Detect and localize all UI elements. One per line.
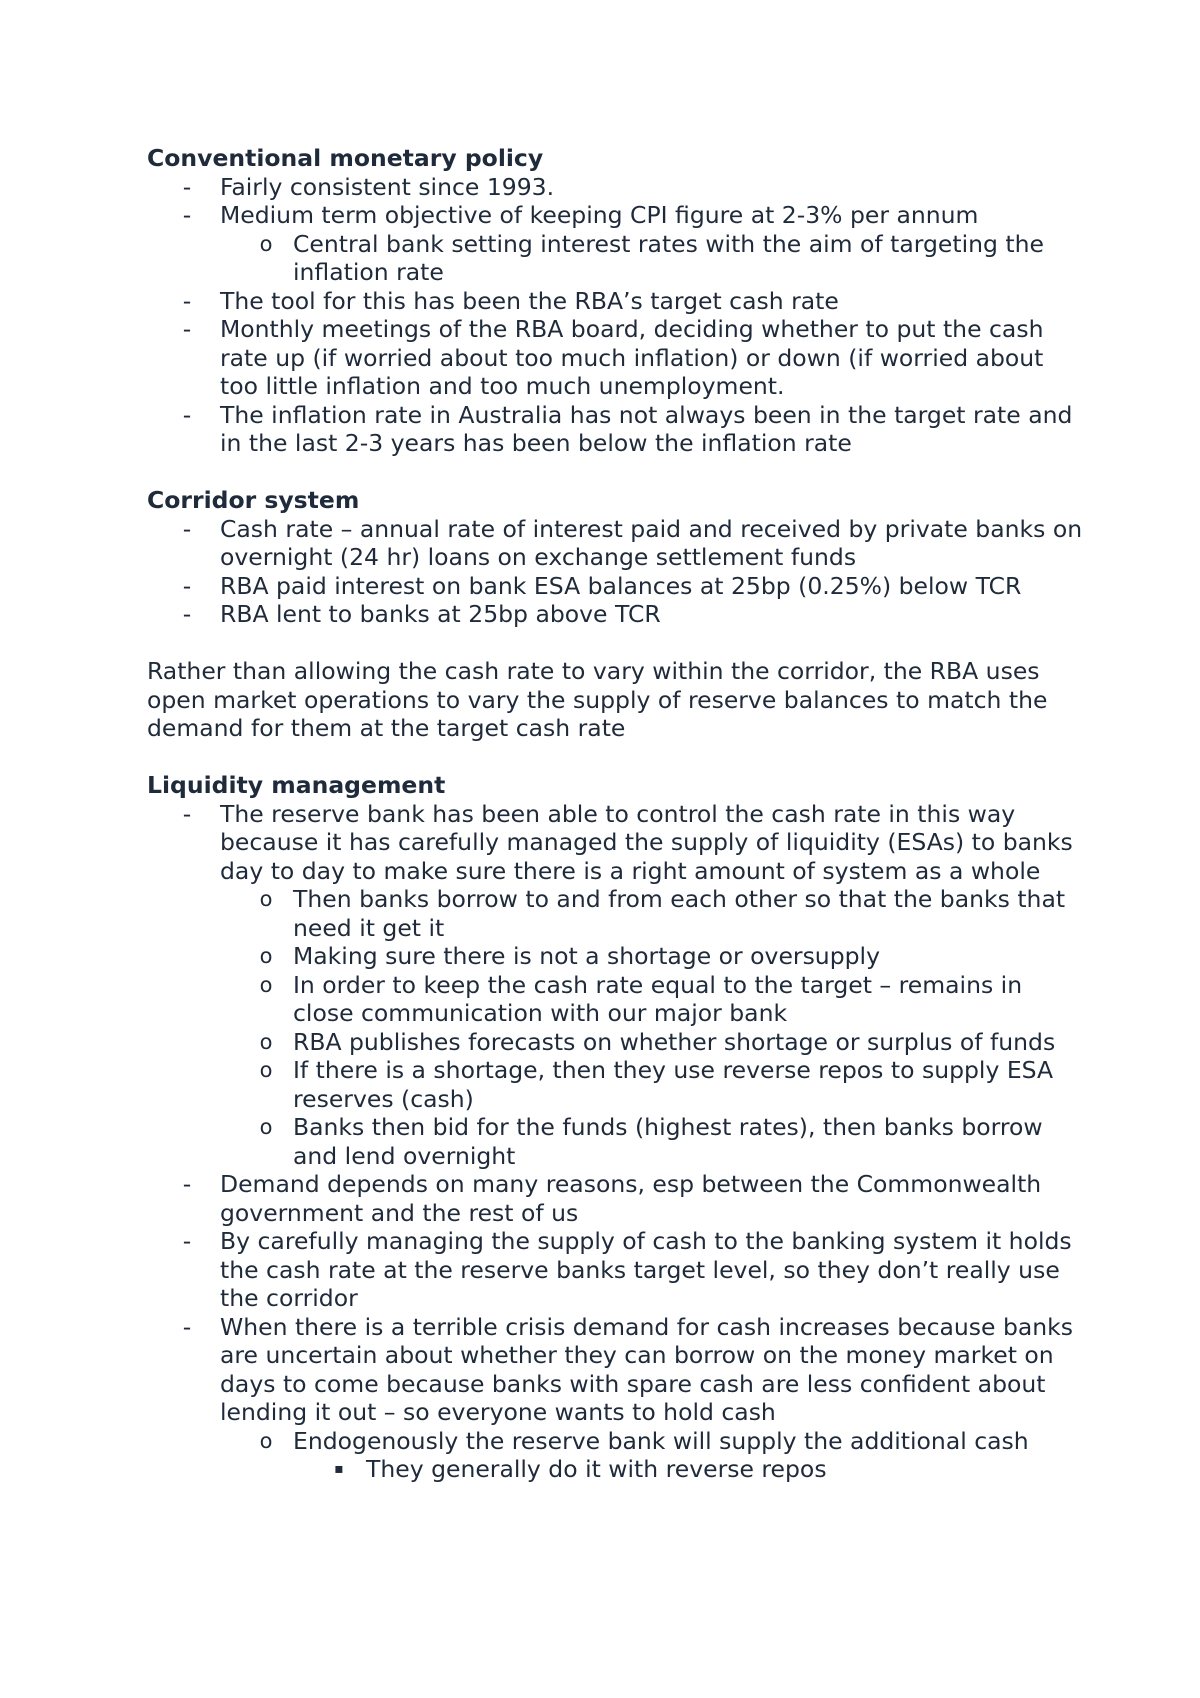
- dash-bullet: -: [182, 600, 192, 628]
- dash-bullet: -: [182, 201, 192, 229]
- heading-liquidity-management: Liquidity management: [147, 771, 446, 799]
- blank-line: [147, 629, 1087, 658]
- list-item-text: The reserve bank has been able to control the cash rate in this way because it has carefully managed the supply of liquidity (ESAs) to banks day to day to make sure there is a right amount of system as a whole: [220, 799, 1073, 885]
- sub-list: [220, 1427, 1087, 1484]
- list-item-text: Fairly consistent since 1993.: [220, 172, 555, 201]
- circle-bullet: o: [259, 1058, 273, 1082]
- sub-list-item-text: Central bank setting interest rates with the aim of targeting the inflation rate: [293, 229, 1044, 286]
- list-item: [147, 1170, 1087, 1227]
- document-body: [147, 144, 1087, 1484]
- blank-line: [147, 458, 1087, 487]
- sub-list-item: [220, 885, 1087, 942]
- circle-bullet: o: [259, 1428, 273, 1453]
- square-bullet: ▪: [334, 1461, 344, 1477]
- dash-bullet: -: [182, 1170, 192, 1198]
- circle-bullet: o: [259, 1029, 273, 1054]
- list-item: [147, 1313, 1087, 1484]
- sub-list-item-text: Banks then bid for the funds (highest rates), then banks borrow and lend overnight: [293, 1113, 1043, 1170]
- dash-bullet: -: [182, 286, 192, 315]
- sub-list-item: [220, 1113, 1087, 1170]
- list-item: [147, 800, 1087, 1171]
- list-item: [147, 315, 1087, 401]
- sub-list-item-text: Endogenously the reserve bank will supply the additional cash: [293, 1426, 1029, 1455]
- dash-bullet: -: [182, 400, 192, 429]
- sub-list-item: [220, 942, 1087, 971]
- dash-bullet: -: [182, 514, 192, 543]
- list-item-text: Demand depends on many reasons, esp between the Commonwealth government and the rest of us: [220, 1170, 1042, 1227]
- corridor-list: [147, 515, 1087, 629]
- sub-list-item-text: RBA publishes forecasts on whether shortage or surplus of funds: [293, 1027, 1056, 1056]
- heading-corridor-system: Corridor system: [147, 486, 360, 514]
- sub-list-item: [220, 1028, 1087, 1057]
- circle-bullet: o: [259, 887, 273, 911]
- liquidity-list: [147, 800, 1087, 1484]
- list-item: [147, 600, 1087, 629]
- sub-list-item-text: In order to keep the cash rate equal to the target – remains in close communication with our major bank: [293, 970, 1023, 1027]
- dash-bullet: -: [182, 172, 192, 201]
- list-item-text: RBA lent to banks at 25bp above TCR: [220, 600, 661, 628]
- dash-bullet: -: [182, 315, 192, 343]
- dash-bullet: -: [182, 1312, 192, 1341]
- circle-bullet: o: [259, 944, 273, 968]
- list-item-text: Cash rate – annual rate of interest paid and received by private banks on overnight (24 hr) loans on exchange settlement funds: [220, 514, 1083, 571]
- conventional-list: [147, 173, 1087, 458]
- heading-conventional-monetary-policy: Conventional monetary policy: [147, 144, 544, 172]
- sub-list-item: [220, 1056, 1087, 1113]
- circle-bullet: o: [259, 1115, 273, 1139]
- sub-list-item-text: If there is a shortage, then they use reverse repos to supply ESA reserves (cash): [293, 1056, 1054, 1113]
- sub-sub-list-item: [293, 1455, 1087, 1484]
- list-item: [147, 515, 1087, 572]
- sub-list-item: [220, 971, 1087, 1028]
- circle-bullet: o: [259, 231, 273, 256]
- list-item-text: The tool for this has been the RBA’s target cash rate: [220, 286, 839, 315]
- sub-list-item-text: Making sure there is not a shortage or oversupply: [293, 942, 880, 970]
- list-item: [147, 201, 1087, 287]
- sub-list: [220, 230, 1087, 287]
- corridor-paragraph: Rather than allowing the cash rate to vary within the corridor, the RBA uses open market operations to vary the supply of reserve balances to match the demand for them at the target cash rate: [147, 657, 1048, 742]
- list-item: [147, 572, 1087, 601]
- list-item-text: By carefully managing the supply of cash to the banking system it holds the cash rate at the reserve banks target level, so they don’t really use the corridor: [220, 1227, 1072, 1312]
- list-item-text: When there is a terrible crisis demand for cash increases because banks are uncertain about whether they can borrow on the money market on days to come because banks with spare cash are less confident about lending it out – so everyone wants to hold cash: [220, 1312, 1074, 1426]
- sub-list-item-text: Then banks borrow to and from each other so that the banks that need it get it: [293, 885, 1066, 942]
- sub-list-item: [220, 1427, 1087, 1484]
- blank-line: [147, 743, 1087, 772]
- list-item-text: Monthly meetings of the RBA board, deciding whether to put the cash rate up (if worried about too much inflation) or down (if worried about too little inflation and too much unemployment.: [220, 315, 1044, 400]
- dash-bullet: -: [182, 799, 192, 828]
- list-item: [147, 173, 1087, 202]
- list-item-text: RBA paid interest on bank ESA balances at 25bp (0.25%) below TCR: [220, 571, 1022, 600]
- list-item-text: Medium term objective of keeping CPI figure at 2-3% per annum: [220, 201, 979, 229]
- dash-bullet: -: [182, 571, 192, 600]
- circle-bullet: o: [259, 972, 273, 997]
- list-item: [147, 1227, 1087, 1313]
- list-item: [147, 287, 1087, 316]
- list-item-text: The inflation rate in Australia has not always been in the target rate and in the last 2-3 years has been below the inflation rate: [220, 400, 1073, 457]
- dash-bullet: -: [182, 1227, 192, 1255]
- sub-list-item: [220, 230, 1087, 287]
- sub-sub-list: [293, 1455, 1087, 1484]
- sub-list: [220, 885, 1087, 1170]
- list-item: [147, 401, 1087, 458]
- sub-sub-list-item-text: They generally do it with reverse repos: [366, 1455, 827, 1483]
